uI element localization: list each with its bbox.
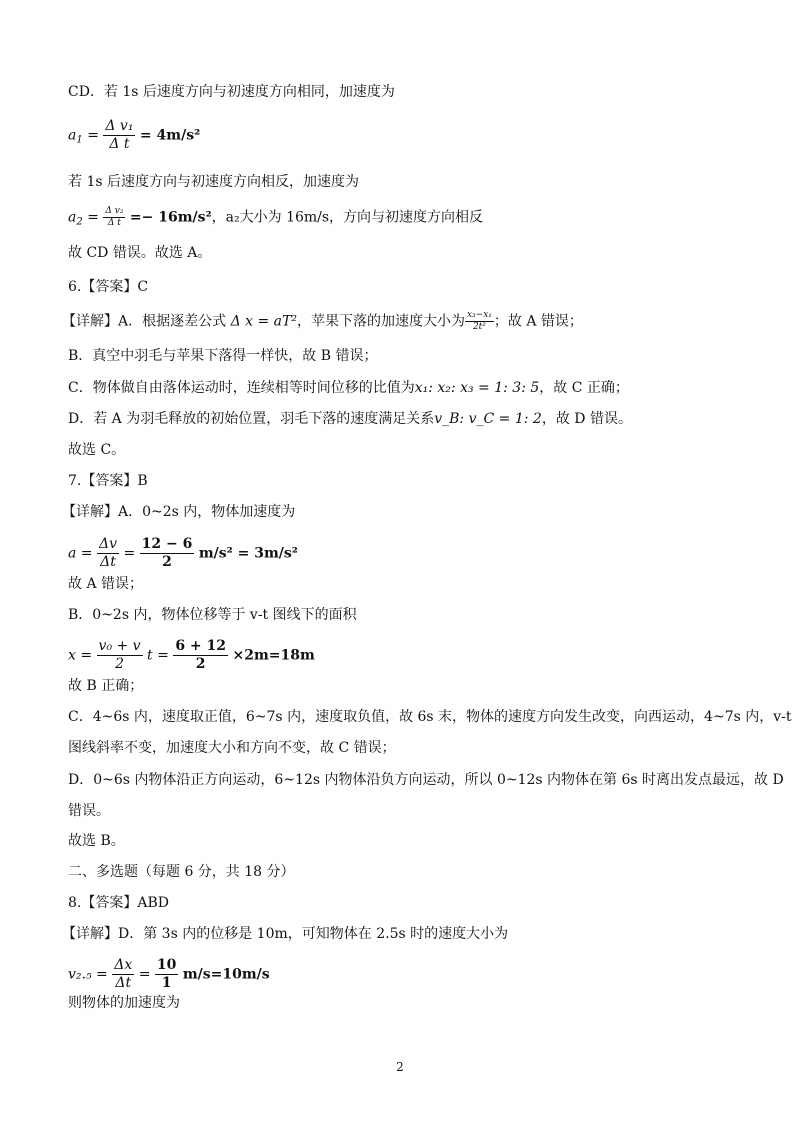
answer-heading: 7.【答案】B [68,473,148,489]
formula-accel: a = $\frac{\Delta v}{\Delta t}$ = $\frac{12 - 6}{2}$ m/s² = 3m/s² [68,536,298,570]
text-line: 故选 B。 [68,833,125,849]
answer-heading: 8.【答案】ABD [68,895,169,911]
text-line: C．4~6s 内，速度取正值，6~7s 内，速度取负值，故 6s 末，物体的速度方向发生改变，向西运动，4~7s 内，v-t [68,709,792,725]
text-line: D．0~6s 内物体沿正方向运动，6~12s 内物体沿负方向运动，所以 0~12s 内物体在第 6s 时离出发点最远，故 D [68,772,784,788]
text-line: 则物体的加速度为 [68,995,180,1011]
formula-a2: $a_2$ = $\frac{\text{Δ v₂}}{\text{Δ t}}$ =− 16m/s²，a₂大小为 16m/s，方向与初速度方向相反 [68,206,484,228]
answer-heading: 6.【答案】C [68,279,149,295]
formula-a1: $a_1$ = $\frac{\text{Δ v₁}}{\text{Δ t}}$ = 4m/s² [68,118,201,152]
text-line: 【详解】D．第 3s 内的位移是 10m，可知物体在 2.5s 时的速度大小为 [62,926,509,942]
text-line: 图线斜率不变，加速度大小和方向不变，故 C 错误； [68,740,396,756]
formula-velocity: v₂.₅ = $\frac{\Delta x}{\Delta t}$ = $\frac{10}{1}$ m/s=10m/s [68,957,270,991]
text-line: B．0~2s 内，物体位移等于 v-t 图线下的面积 [68,607,357,623]
section-heading: 二、多选题（每题 6 分，共 18 分） [68,864,295,880]
text-line: 【详解】A．根据逐差公式 Δ x = aT²，苹果下落的加速度大小为 $\frac{\text{x₃−x₁}}{\text{2t²}}$ ；故 A 错误； [62,310,583,332]
text-line: B．真空中羽毛与苹果下落得一样快，故 B 错误； [68,348,378,364]
text-line: 错误。 [68,803,110,819]
text-line: 故 CD 错误。故选 A。 [68,245,212,261]
text-line: D．若 A 为羽毛释放的初始位置，羽毛下落的速度满足关系v_B: v_C = 1: 2，故 D 错误。 [68,411,632,427]
text-line: C．物体做自由落体运动时，连续相等时间位移的比值为x₁: x₂: x₃ = 1: 3: 5，故 C 正确； [68,380,629,396]
text-line: 【详解】A．0~2s 内，物体加速度为 [62,504,296,520]
text-line: 故 A 错误； [68,576,144,592]
text-line: 故 B 正确； [68,678,144,694]
page-number: 2 [396,1060,404,1074]
text-line: 故选 C。 [68,442,126,458]
text-line: CD．若 1s 后速度方向与初速度方向相同，加速度为 [68,84,395,100]
text-line: 若 1s 后速度方向与初速度方向相反，加速度为 [68,174,359,190]
formula-displacement: x = $\frac{\text{v₀ + v}}{2}$ t = $\frac{6 + 12}{2}$ ×2m=18m [68,638,315,672]
